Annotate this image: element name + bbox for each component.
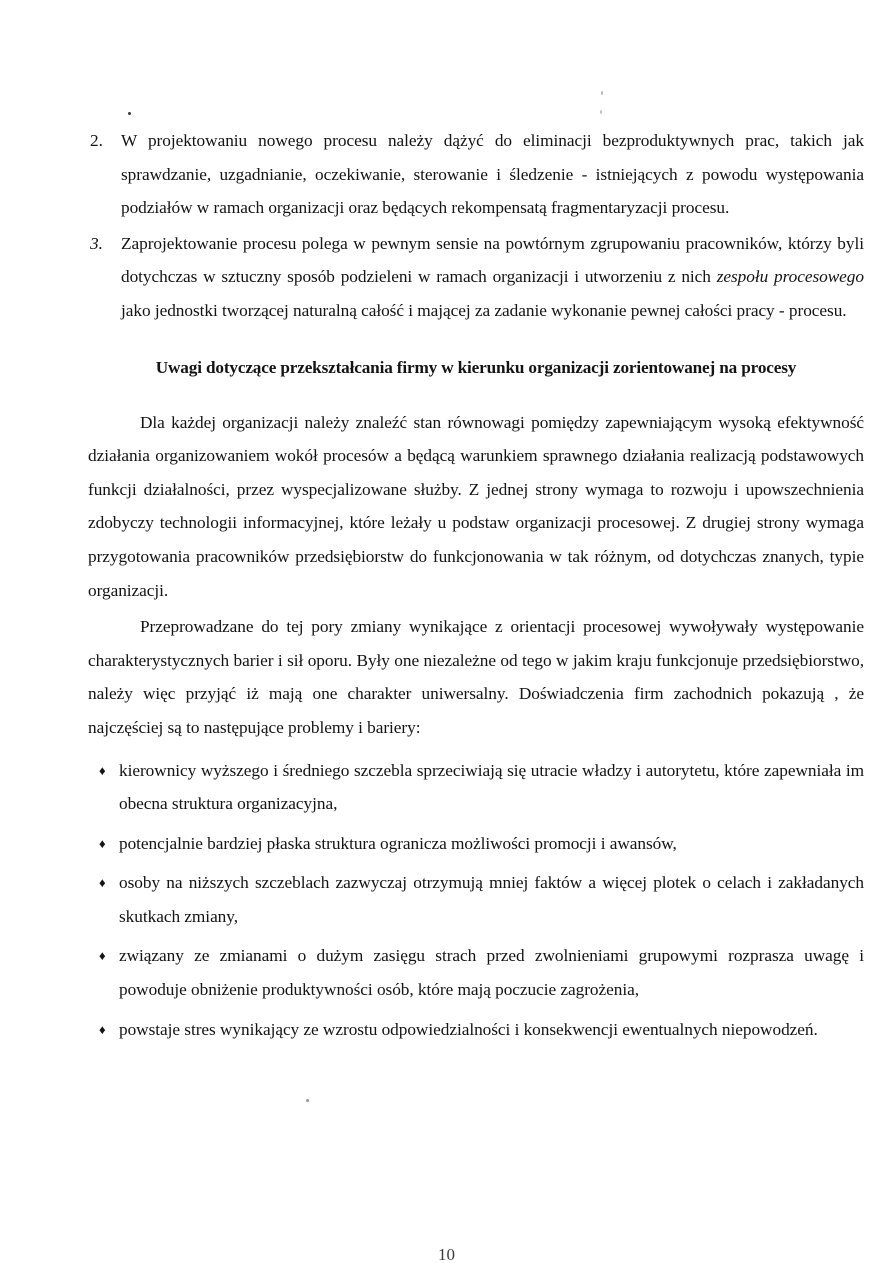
list-item-text: W projektowaniu nowego procesu należy dążyć do eliminacji bezproduktywnych prac, takich jak sprawdzanie, uzgadnianie, oczekiwanie, sterowanie i śledzenie - istniejących z powodu występowania podziałów w ramach organizacji oraz będących rekompensatą fragmentaryzacji procesu. — [121, 131, 864, 218]
diamond-bullet-icon: ♦ — [99, 835, 106, 851]
bullet-list-item — [88, 754, 864, 821]
emphasized-term: zespołu procesowego — [716, 267, 864, 287]
bullet-list-item — [88, 827, 864, 861]
diamond-bullet-icon: ♦ — [99, 875, 106, 891]
numbered-list-item — [88, 227, 864, 328]
page-body — [88, 124, 864, 1046]
diamond-bullet-icon: ♦ — [99, 948, 106, 964]
numbered-list — [88, 124, 864, 328]
numbered-list-item — [88, 124, 864, 225]
list-item-text-tail: jako jednostki tworzącej naturalną całość i mającej za zadanie wykonanie pewnej całości pracy - procesu. — [121, 300, 847, 320]
body-paragraph: Dla każdej organizacji należy znaleźć stan równowagi pomiędzy zapewniającym wysoką efektywność działania organizowaniem wokół procesów a będącą warunkiem sprawnego działania realizacją podstawowych funkcji działalności, przez wyspecjalizowane służby. Z jednej strony wymaga to rozwoju i upowszechnienia zdobyczy technologii informacyjnej, które leżały u podstaw organizacji procesowej. Z drugiej strony wymaga przygotowania pracowników przedsiębiorstw do funkcjonowania w tak różnym, od dotychczas znanych, typie organizacji. — [88, 412, 864, 600]
bullet-item-text: osoby na niższych szczeblach zazwyczaj otrzymują mniej faktów a więcej plotek o celach i zakładanych skutkach zmiany, — [119, 873, 864, 926]
list-marker: 3. — [90, 233, 103, 253]
bullet-list — [88, 754, 864, 1047]
bullet-list-item — [88, 1013, 864, 1047]
body-paragraph: Przeprowadzane do tej pory zmiany wynikające z orientacji procesowej wywoływały występowanie charakterystycznych barier i sił oporu. Były one niezależne od tego w jakim kraju funkcjonuje przedsiębiorstwo, należy więc przyjąć iż mają one charakter uniwersalny. Doświadczenia firm zachodnich pokazują , że najczęściej są to następujące problemy i bariery: — [88, 617, 864, 737]
scan-speck — [600, 110, 602, 114]
section-heading: Uwagi dotyczące przekształcania firmy w kierunku organizacji zorientowanej na procesy — [155, 357, 797, 377]
bullet-item-text: związany ze zmianami o dużym zasięgu strach przed zwolnieniami grupowymi rozprasza uwagę i powoduje obniżenie produktywności osób, które mają poczucie zagrożenia, — [119, 946, 864, 1000]
scan-speck — [306, 1099, 309, 1102]
bullet-item-text: powstaje stres wynikający ze wzrostu odpowiedzialności i konsekwencji ewentualnych niepowodzeń. — [119, 1019, 818, 1039]
bullet-item-text: potencjalnie bardziej płaska struktura ogranicza możliwości promocji i awansów, — [119, 833, 677, 853]
scan-speck — [128, 112, 131, 115]
scan-speck — [601, 91, 603, 95]
page-number: 10 — [438, 1245, 455, 1263]
list-item-text-lead: Zaprojektowanie procesu polega w pewnym sensie na powtórnym zgrupowaniu pracowników, którzy byli dotychczas w sztuczny sposób podzieleni w ramach organizacji i utworzeniu z nich — [121, 233, 864, 287]
diamond-bullet-icon: ♦ — [99, 1021, 106, 1037]
bullet-list-item — [88, 939, 864, 1006]
diamond-bullet-icon: ♦ — [99, 762, 106, 778]
bullet-item-text: kierownicy wyższego i średniego szczebla sprzeciwiają się utracie władzy i autorytetu, które zapewniała im obecna struktura organizacyjna, — [119, 760, 864, 814]
list-marker: 2. — [90, 131, 103, 150]
bullet-list-item — [88, 866, 864, 933]
